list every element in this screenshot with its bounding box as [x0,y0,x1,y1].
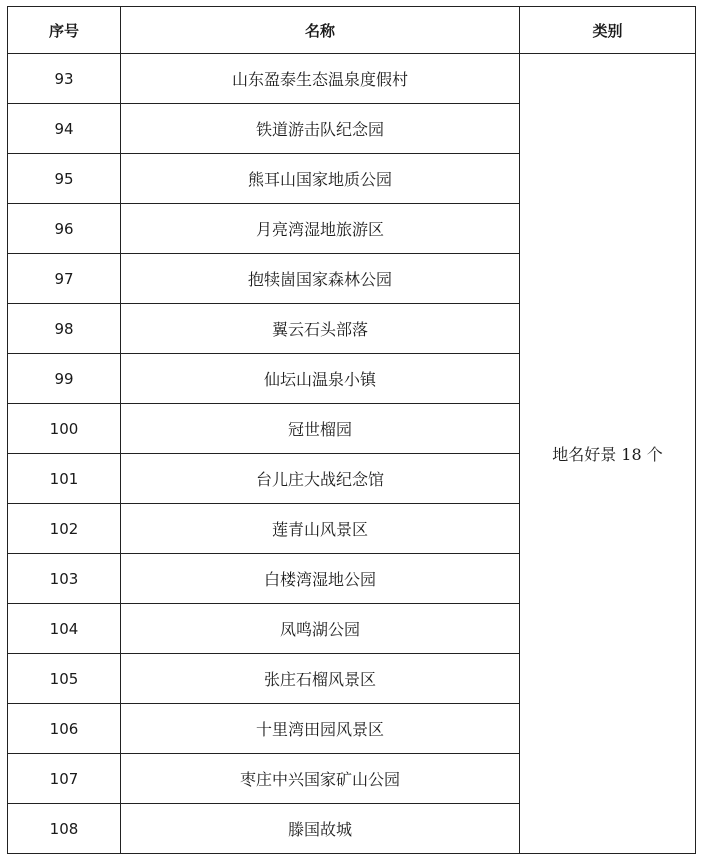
row-seq: 102 [8,504,121,554]
row-name: 凤鸣湖公园 [121,604,520,654]
row-seq: 95 [8,154,121,204]
row-name: 滕国故城 [121,804,520,854]
row-seq: 103 [8,554,121,604]
row-name: 铁道游击队纪念园 [121,104,520,154]
header-seq: 序号 [8,7,121,54]
row-seq: 100 [8,404,121,454]
row-seq: 94 [8,104,121,154]
row-seq: 101 [8,454,121,504]
row-name: 台儿庄大战纪念馆 [121,454,520,504]
row-name: 山东盈泰生态温泉度假村 [121,54,520,104]
row-seq: 108 [8,804,121,854]
row-name: 张庄石榴风景区 [121,654,520,704]
row-seq: 96 [8,204,121,254]
row-name: 月亮湾湿地旅游区 [121,204,520,254]
row-seq: 98 [8,304,121,354]
row-seq: 93 [8,54,121,104]
row-seq: 105 [8,654,121,704]
row-seq: 107 [8,754,121,804]
table-row [8,54,696,104]
header-name: 名称 [121,7,520,54]
row-name: 枣庄中兴国家矿山公园 [121,754,520,804]
row-seq: 99 [8,354,121,404]
table-body [8,54,696,854]
row-seq: 106 [8,704,121,754]
row-seq: 104 [8,604,121,654]
row-seq: 97 [8,254,121,304]
category-cell: 地名好景 18 个 [520,54,696,854]
row-name: 熊耳山国家地质公园 [121,154,520,204]
row-name: 十里湾田园风景区 [121,704,520,754]
row-name: 抱犊崮国家森林公园 [121,254,520,304]
scenic-spots-table [7,6,696,854]
row-name: 白楼湾湿地公园 [121,554,520,604]
row-name: 仙坛山温泉小镇 [121,354,520,404]
table-header-row [8,7,696,54]
row-name: 冠世榴园 [121,404,520,454]
row-name: 翼云石头部落 [121,304,520,354]
row-name: 莲青山风景区 [121,504,520,554]
scenic-spots-table-container [7,6,696,854]
header-category: 类别 [520,7,696,54]
